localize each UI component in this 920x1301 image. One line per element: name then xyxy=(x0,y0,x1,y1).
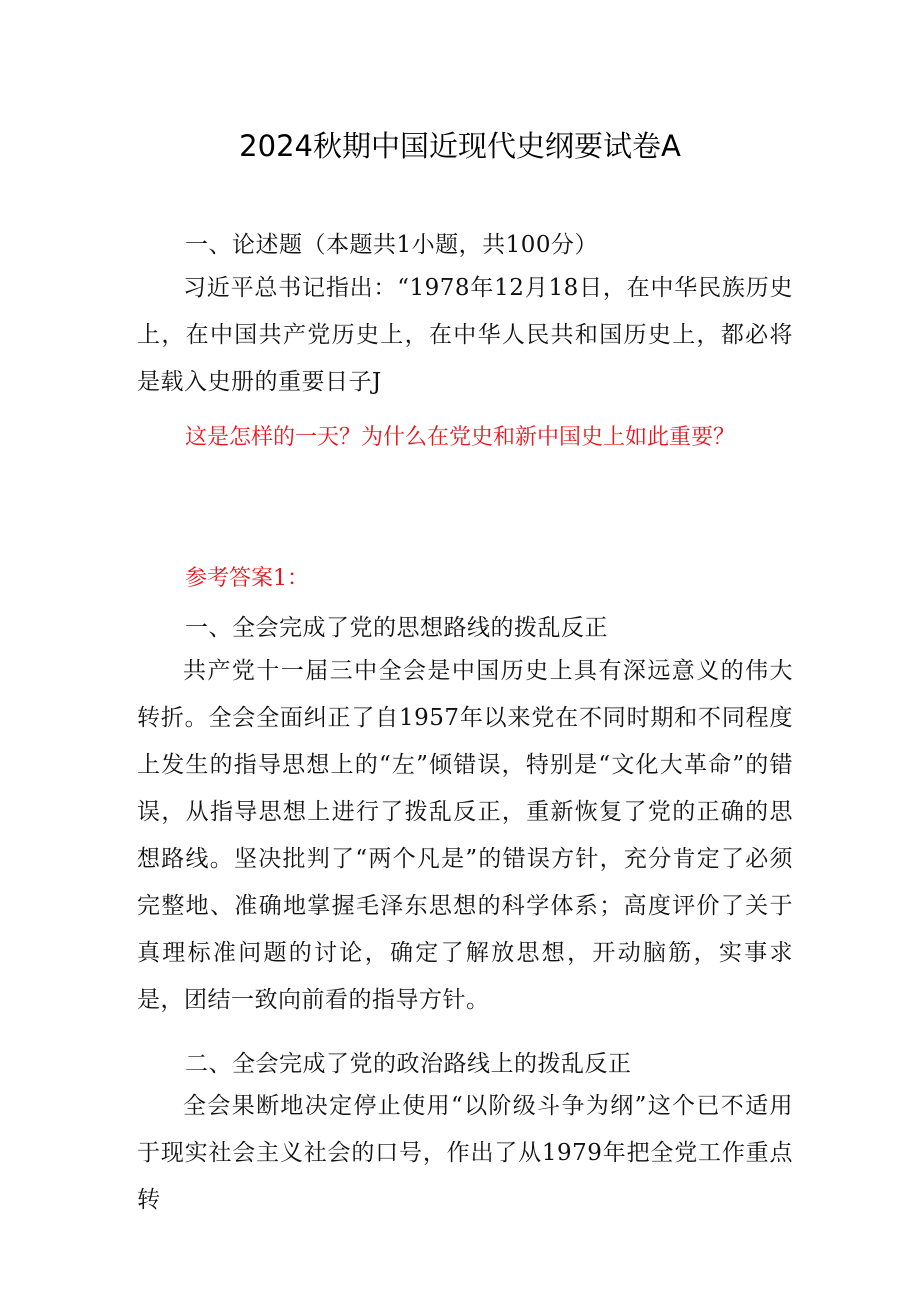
answer-point1-text: 共产党十一届三中全会是中国历史上具有深远意义的伟大转折。全会全面纠正了自1957年以来党在不同时期和不同程度上发生的指导思想上的“左”倾错误，特别是“文化大革命”的错误，从指导思想上进行了拨乱反正，重新恢复了党的正确的思想路线。坚决批判了“两个凡是”的错误方针，充分肯定了必须完整地、准确地掌握毛泽东思想的科学体系；高度评价了关于真理标准问题的讨论，确定了解放思想，开动脑筋，实事求是，团结一致向前看的指导方针。 xyxy=(137,658,793,1013)
question-text: 这是怎样的一天？为什么在党史和新中国史上如此重要？ xyxy=(185,425,736,450)
document-title: 2024秋期中国近现代史纲要试卷A xyxy=(239,129,681,163)
answer-point2-heading: 二、全会完成了党的政治路线上的拨乱反正 xyxy=(185,1051,632,1077)
answer-point2-text: 全会果断地决定停止使用“以阶级斗争为纲”这个已不适用于现实社会主义社会的口号，作出了从1979年把全党工作重点转 xyxy=(137,1093,793,1213)
question-prompt: 习近平总书记指出：“1978年12月18日，在中华民族历史上，在中国共产党历史上，在中华人民共和国历史上，都必将是载入史册的重要日子J xyxy=(137,275,793,395)
answer-point1-heading: 一、全会完成了党的思想路线的拨乱反正 xyxy=(185,615,608,641)
answer-label: 参考答案1： xyxy=(185,566,309,591)
section-heading: 一、论述题（本题共1小题，共100分） xyxy=(185,232,599,258)
